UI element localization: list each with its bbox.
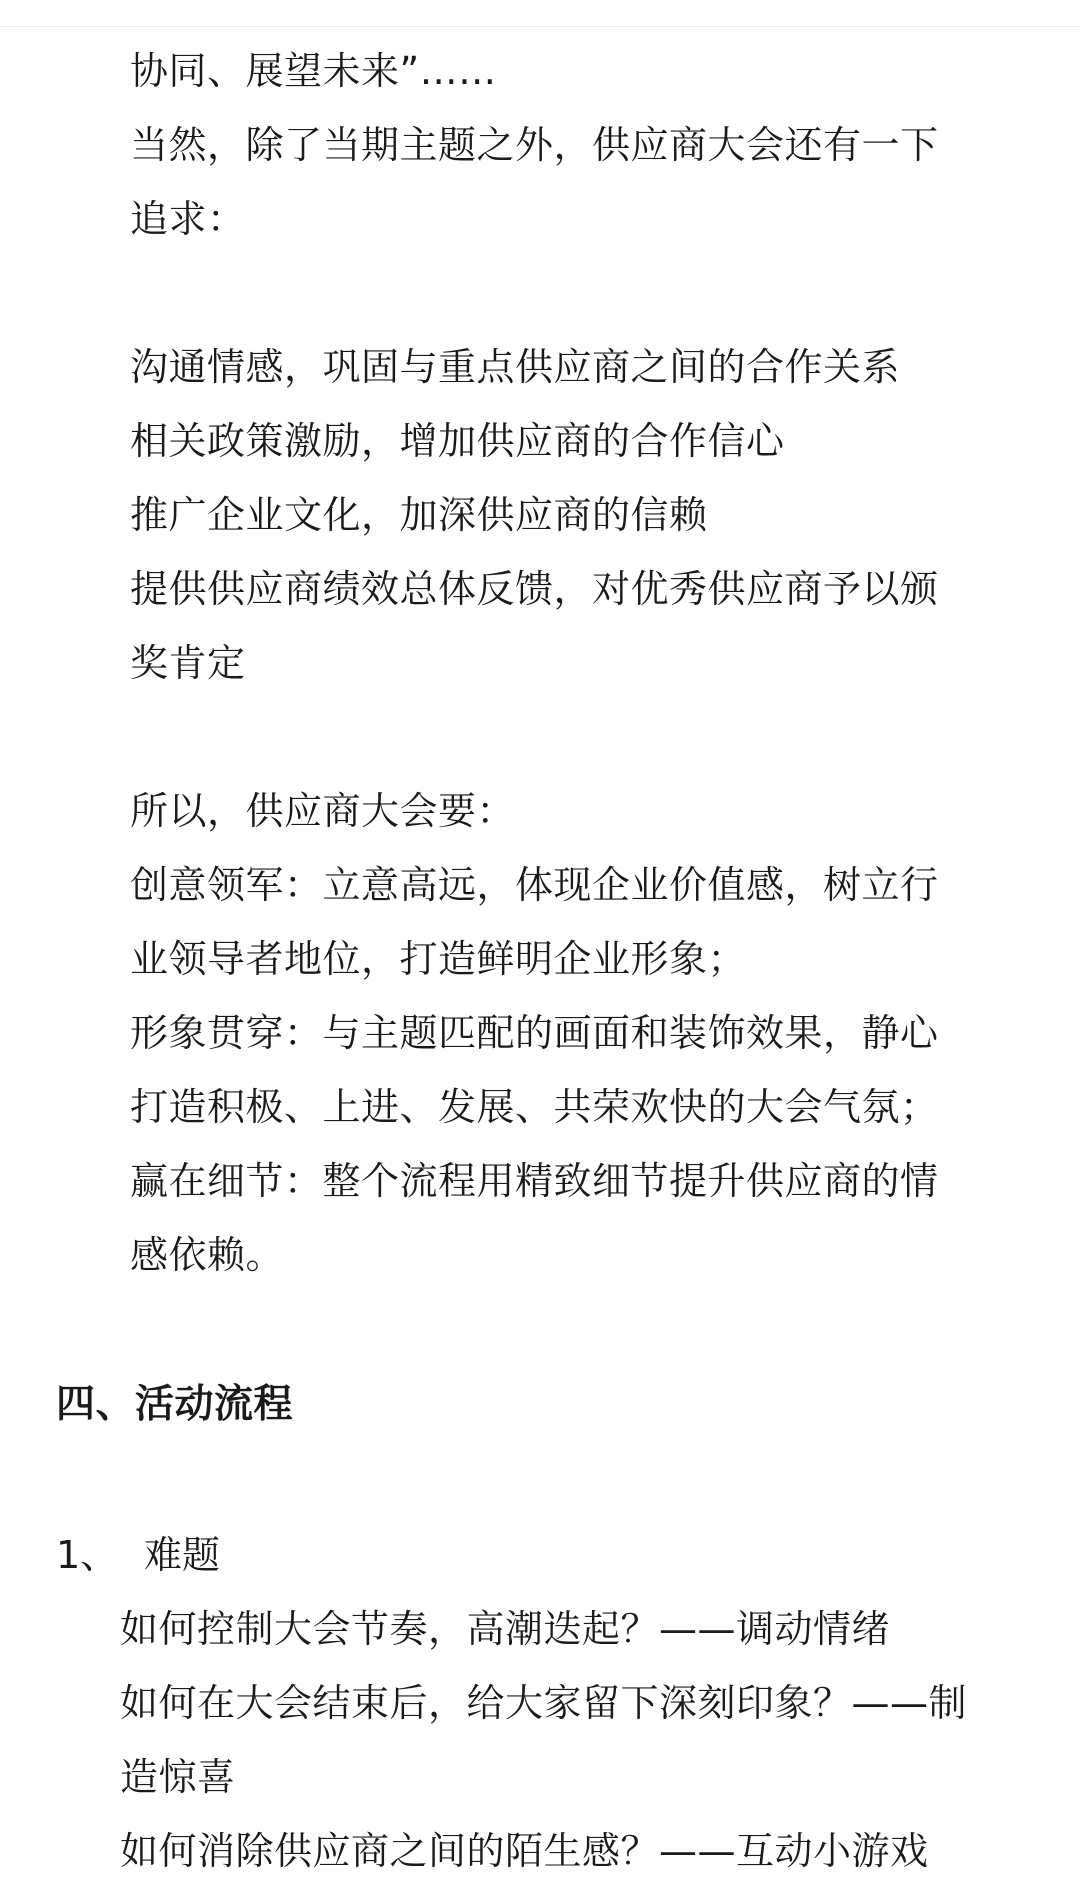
list-item-number: 1、 [56, 1533, 119, 1577]
requirement-line: 创意领军：立意高远，体现企业价值感，树立行 [130, 863, 939, 907]
pursuit-item: 相关政策激励，增加供应商的合作信心 [130, 419, 785, 463]
pursuit-item-continued: 奖肯定 [130, 641, 246, 685]
intro-line-2: 当然，除了当期主题之外，供应商大会还有一下 [130, 123, 939, 167]
problem-line: 如何消除供应商之间的陌生感？——互动小游戏 [120, 1829, 929, 1873]
section-heading: 四、活动流程 [56, 1382, 294, 1427]
problem-line: 如何控制大会节奏，高潮迭起？——调动情绪 [120, 1607, 891, 1651]
problem-line: 如何在大会结束后，给大家留下深刻印象？——制 [120, 1681, 968, 1725]
intro-line-1: 协同、展望未来”…… [130, 49, 497, 93]
requirement-line: 感依赖。 [130, 1233, 285, 1277]
problem-line: 造惊喜 [120, 1755, 236, 1799]
requirements-lead: 所以，供应商大会要： [130, 789, 516, 833]
pursuit-item: 沟通情感，巩固与重点供应商之间的合作关系 [130, 345, 901, 389]
requirement-line: 赢在细节：整个流程用精致细节提升供应商的情 [130, 1159, 939, 1203]
requirement-line: 形象贯穿：与主题匹配的画面和装饰效果，静心 [130, 1011, 939, 1055]
intro-line-3: 追求： [130, 197, 246, 241]
requirement-line: 业领导者地位，打造鲜明企业形象； [130, 937, 747, 981]
requirement-line: 打造积极、上进、发展、共荣欢快的大会气氛； [130, 1085, 939, 1129]
pursuit-item: 提供供应商绩效总体反馈，对优秀供应商予以颁 [130, 567, 939, 611]
list-item-title: 难题 [144, 1533, 221, 1577]
pursuit-item: 推广企业文化，加深供应商的信赖 [130, 493, 708, 537]
top-divider [0, 26, 1080, 27]
